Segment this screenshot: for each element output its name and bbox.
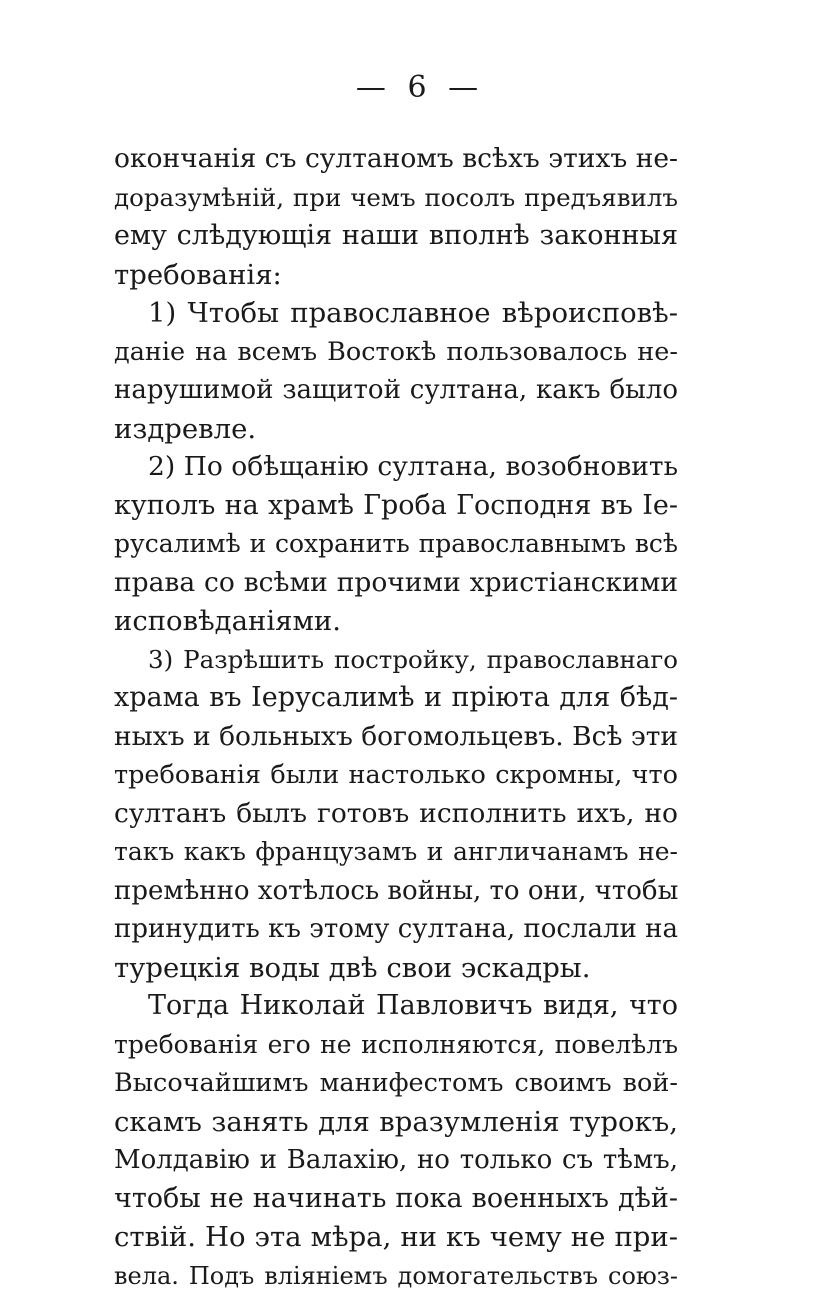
page-number: — 6 — [0,70,840,105]
text-line: 2) По обѣщанію султана, возобновить [114,448,678,487]
text-line: Молдавію и Валахію, но только съ тѣмъ, [114,1141,678,1180]
text-line: премѣнно хотѣлось войны, то они, чтобы [114,872,678,911]
text-line: Высочайшимъ манифестомъ своимъ вой- [114,1064,678,1103]
text-line: русалимѣ и сохранить православнымъ всѣ [114,525,678,564]
text-line: даніе на всемъ Востокѣ пользовалось не- [114,333,678,372]
text-line: требованія его не исполняются, повелѣлъ [114,1026,678,1065]
text-line: такъ какъ французамъ и англичанамъ не- [114,833,678,872]
text-line: нарушимой защитой султана, какъ было [114,371,678,410]
text-line: 3) Разрѣшить постройку, православнаго [114,641,678,680]
text-line: требованія были настолько скромны, что [114,756,678,795]
text-line: султанъ былъ готовъ исполнить ихъ, но [114,795,678,834]
text-line: исповѣданіями. [114,602,678,641]
text-line: права со всѣми прочими христіанскими [114,564,678,603]
text-line: требованія: [114,256,678,295]
text-line: окончанія съ султаномъ всѣхъ этихъ не- [114,140,678,179]
text-line: издревле. [114,410,678,449]
text-line: доразумѣній, при чемъ посолъ предъявилъ [114,179,678,218]
text-line: чтобы не начинать пока военныхъ дѣй- [114,1180,678,1219]
text-line: турецкія воды двѣ свои эскадры. [114,949,678,988]
text-line: Тогда Николай Павловичъ видя, что [114,987,678,1026]
text-line: ствій. Но эта мѣра, ни къ чему не при- [114,1218,678,1257]
text-line: ему слѣдующія наши вполнѣ законныя [114,217,678,256]
text-line: 1) Чтобы православное вѣроисповѣ- [114,294,678,333]
text-line: скамъ занять для вразумленія турокъ, [114,1103,678,1142]
text-line: принудить къ этому султана, послали на [114,910,678,949]
text-line: храма въ Іерусалимѣ и пріюта для бѣд- [114,679,678,718]
text-line: куполъ на храмѣ Гроба Господня въ Іе- [114,487,678,526]
body-text [114,140,678,1295]
text-line: вела. Подъ вліяніемъ домогательствъ союз- [114,1257,678,1295]
text-line: ныхъ и больныхъ богомольцевъ. Всѣ эти [114,718,678,757]
